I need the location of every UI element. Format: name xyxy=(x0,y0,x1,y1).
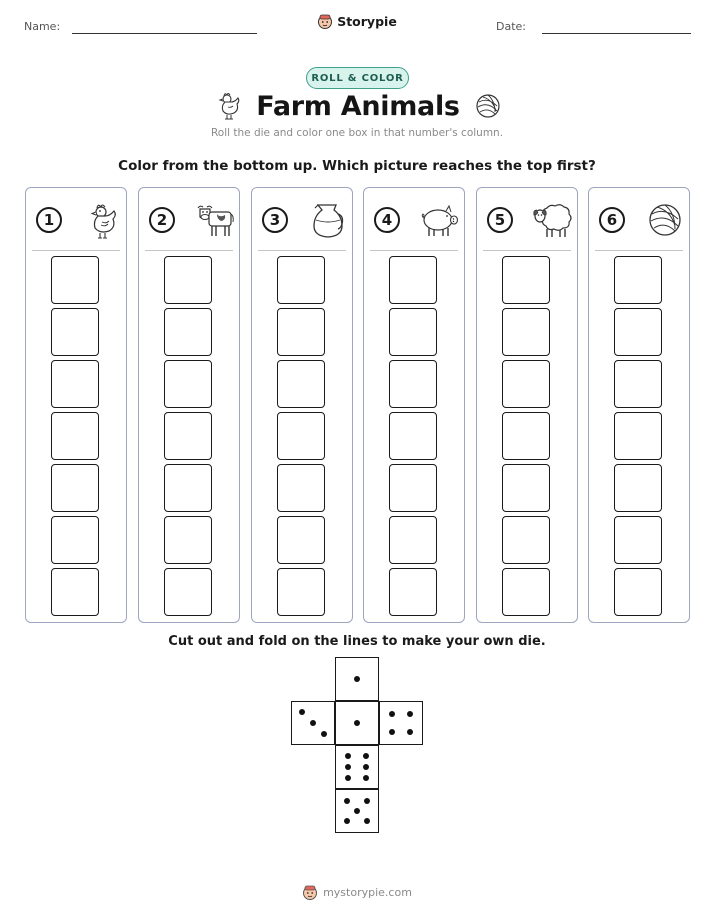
color-box[interactable] xyxy=(614,568,662,616)
storypie-mascot-icon xyxy=(317,13,333,30)
date-label: Date: xyxy=(496,20,526,33)
color-box[interactable] xyxy=(277,516,325,564)
column-4 xyxy=(363,187,465,623)
die-instruction: Cut out and fold on the lines to make your own die. xyxy=(168,634,546,649)
pip xyxy=(354,720,360,726)
number-circle: 5 xyxy=(487,207,513,233)
color-box[interactable] xyxy=(614,360,662,408)
yarn-ball-icon xyxy=(645,200,685,240)
brand-name: Storypie xyxy=(337,14,397,29)
color-box[interactable] xyxy=(389,412,437,460)
color-box[interactable] xyxy=(51,464,99,512)
column-header xyxy=(149,200,235,240)
die-face-4 xyxy=(379,701,423,745)
die-face-1 xyxy=(335,701,379,745)
color-box[interactable] xyxy=(502,256,550,304)
number-circle: 6 xyxy=(599,207,625,233)
footer-url[interactable]: mystorypie.com xyxy=(323,886,412,899)
column-5 xyxy=(476,187,578,623)
pip xyxy=(389,729,395,735)
color-box[interactable] xyxy=(277,412,325,460)
name-label: Name: xyxy=(24,20,61,33)
yarn-ball-icon xyxy=(474,92,502,120)
date-line[interactable] xyxy=(542,33,691,34)
color-box[interactable] xyxy=(502,308,550,356)
color-box[interactable] xyxy=(51,412,99,460)
storypie-mascot-icon xyxy=(302,884,318,901)
column-3 xyxy=(251,187,353,623)
pip xyxy=(310,720,316,726)
pip xyxy=(354,676,360,682)
footer xyxy=(0,884,714,901)
pip xyxy=(321,731,327,737)
color-box[interactable] xyxy=(164,464,212,512)
column-1 xyxy=(25,187,127,623)
column-6 xyxy=(588,187,690,623)
color-box[interactable] xyxy=(502,360,550,408)
color-box[interactable] xyxy=(502,516,550,564)
color-box[interactable] xyxy=(614,464,662,512)
color-box[interactable] xyxy=(389,360,437,408)
title-row xyxy=(0,90,714,122)
pip xyxy=(344,798,350,804)
color-box[interactable] xyxy=(502,568,550,616)
milk-jug-icon xyxy=(308,200,348,240)
color-box[interactable] xyxy=(51,568,99,616)
die-face-6 xyxy=(335,745,379,789)
pip xyxy=(345,753,351,759)
color-box[interactable] xyxy=(614,308,662,356)
color-box[interactable] xyxy=(277,256,325,304)
die-face-5 xyxy=(335,789,379,833)
cow-icon xyxy=(195,200,235,240)
number-circle: 3 xyxy=(262,207,288,233)
color-box[interactable] xyxy=(614,256,662,304)
page-title: Farm Animals xyxy=(256,90,460,122)
column-header xyxy=(36,200,122,240)
pip xyxy=(364,798,370,804)
color-box[interactable] xyxy=(502,412,550,460)
color-box[interactable] xyxy=(164,516,212,564)
chicken-icon xyxy=(82,200,122,240)
pip xyxy=(407,729,413,735)
color-box[interactable] xyxy=(389,308,437,356)
column-header xyxy=(374,200,460,240)
sheep-icon xyxy=(533,200,573,240)
color-box[interactable] xyxy=(164,308,212,356)
subtitle: Roll the die and color one box in that number's column. xyxy=(210,127,504,139)
color-box[interactable] xyxy=(164,568,212,616)
roll-and-color-badge: ROLL & COLOR xyxy=(306,67,409,89)
color-box[interactable] xyxy=(502,464,550,512)
column-header xyxy=(487,200,573,240)
color-box[interactable] xyxy=(277,360,325,408)
pip xyxy=(363,764,369,770)
number-circle: 1 xyxy=(36,207,62,233)
pip xyxy=(363,753,369,759)
number-circle: 4 xyxy=(374,207,400,233)
column-header xyxy=(262,200,348,240)
color-box[interactable] xyxy=(277,308,325,356)
brand-logo xyxy=(0,13,714,30)
name-line[interactable] xyxy=(72,33,257,34)
number-circle: 2 xyxy=(149,207,175,233)
color-box[interactable] xyxy=(51,308,99,356)
color-box[interactable] xyxy=(389,464,437,512)
color-box[interactable] xyxy=(614,412,662,460)
color-box[interactable] xyxy=(51,516,99,564)
pip xyxy=(299,709,305,715)
chicken-icon xyxy=(212,90,242,122)
column-header xyxy=(599,200,685,240)
die-face-1 xyxy=(335,657,379,701)
color-box[interactable] xyxy=(389,516,437,564)
color-box[interactable] xyxy=(614,516,662,564)
color-box[interactable] xyxy=(277,464,325,512)
color-box[interactable] xyxy=(389,568,437,616)
color-box[interactable] xyxy=(51,360,99,408)
color-box[interactable] xyxy=(277,568,325,616)
pip xyxy=(363,775,369,781)
color-box[interactable] xyxy=(51,256,99,304)
color-box[interactable] xyxy=(164,360,212,408)
instruction: Color from the bottom up. Which picture reaches the top first? xyxy=(118,158,596,174)
color-box[interactable] xyxy=(389,256,437,304)
pip xyxy=(364,818,370,824)
pip xyxy=(354,808,360,814)
column-2 xyxy=(138,187,240,623)
pip xyxy=(344,818,350,824)
pig-icon xyxy=(420,200,460,240)
pip xyxy=(345,775,351,781)
color-box[interactable] xyxy=(164,412,212,460)
pip xyxy=(345,764,351,770)
die-face-3 xyxy=(291,701,335,745)
color-box[interactable] xyxy=(164,256,212,304)
pip xyxy=(389,711,395,717)
pip xyxy=(407,711,413,717)
